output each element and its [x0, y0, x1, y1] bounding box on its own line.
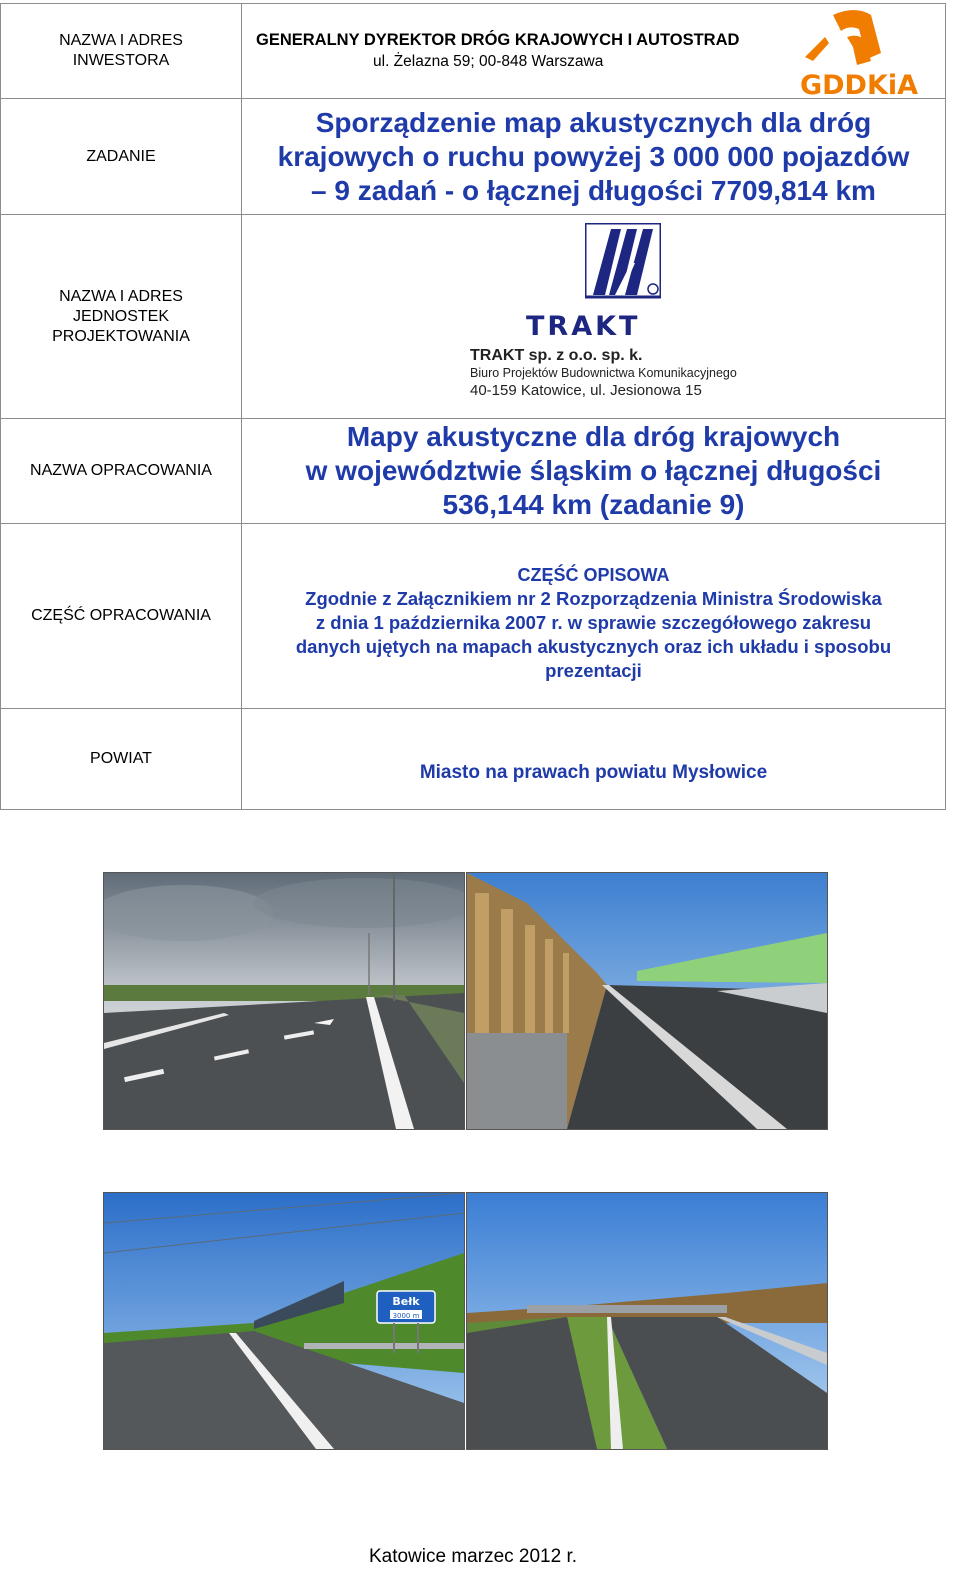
task-label	[1, 99, 242, 215]
study-cell	[242, 419, 946, 524]
powiat-cell	[242, 709, 946, 810]
part-line4: prezentacji	[545, 660, 642, 681]
powiat-value: Miasto na prawach powiatu Mysłowice	[419, 762, 768, 783]
highway-photo-2	[466, 872, 828, 1130]
part-label	[1, 524, 242, 709]
highway-photo-1	[103, 872, 465, 1130]
part-line3: danych ujętych na mapach akustycznych oraz ich układu i sposobu	[295, 636, 892, 657]
footer-date: Katowice marzec 2012 r.	[368, 1546, 578, 1567]
designer-label-line1: NAZWA I ADRES	[59, 287, 183, 305]
investor-label-line2: INWESTORA	[72, 52, 170, 69]
highway-photo-3	[103, 1192, 465, 1450]
part-line2: z dnia 1 października 2007 r. w sprawie szczegółowego zakresu	[315, 612, 872, 633]
designer-company: TRAKT sp. z o.o. sp. k.	[470, 347, 643, 364]
task-line2: krajowych o ruchu powyżej 3 000 000 pojazdów	[277, 140, 910, 172]
task-label-text: ZADANIE	[86, 147, 156, 165]
task-cell	[242, 99, 946, 215]
road-sign-name: Bełk	[392, 1295, 420, 1308]
investor-address: ul. Żelazna 59; 00-848 Warszawa	[373, 53, 604, 70]
trakt-emblem-icon	[585, 223, 661, 303]
investor-label	[1, 4, 242, 99]
gddkia-logo	[785, 7, 933, 99]
designer-cell	[242, 215, 946, 419]
task-line1: Sporządzenie map akustycznych dla dróg	[315, 106, 872, 138]
title-sheet-table	[0, 3, 946, 810]
designer-label-line3: PROJEKTOWANIA	[52, 327, 190, 345]
study-label-text: NAZWA OPRACOWANIA	[30, 462, 212, 479]
investor-name: GENERALNY DYREKTOR DRÓG KRAJOWYCH I AUTOSTRAD	[256, 31, 740, 49]
investor-cell	[242, 4, 946, 99]
designer-label-line2: JEDNOSTEK	[72, 307, 169, 325]
study-line1: Mapy akustyczne dla dróg krajowych	[346, 421, 841, 452]
powiat-label-text: POWIAT	[90, 750, 152, 767]
highway-photo-4	[466, 1192, 828, 1450]
part-line1: Zgodnie z Załącznikiem nr 2 Rozporządzenia Ministra Środowiska	[305, 588, 882, 609]
designer-label	[1, 215, 242, 419]
part-label-text: CZĘŚĆ OPRACOWANIA	[31, 607, 211, 624]
designer-address: 40-159 Katowice, ul. Jesionowa 15	[470, 382, 702, 399]
road-sign-distance: 3000 m	[392, 1312, 420, 1320]
trakt-wordmark: TRAKT	[526, 311, 641, 342]
powiat-label	[1, 709, 242, 810]
gddkia-logo-text: GDDKiA	[799, 70, 919, 99]
trakt-logo-block	[470, 223, 760, 403]
investor-label-line1: NAZWA I ADRES	[59, 32, 183, 49]
study-label	[1, 419, 242, 524]
study-line3: 536,144 km (zadanie 9)	[442, 489, 745, 520]
designer-office: Biuro Projektów Budownictwa Komunikacyjnego	[470, 366, 737, 380]
part-heading: CZĘŚĆ OPISOWA	[517, 565, 670, 585]
study-line2: w województwie śląskim o łącznej długości	[305, 455, 882, 486]
task-line3: – 9 zadań - o łącznej długości 7709,814 km	[311, 174, 876, 206]
part-cell	[242, 524, 946, 709]
